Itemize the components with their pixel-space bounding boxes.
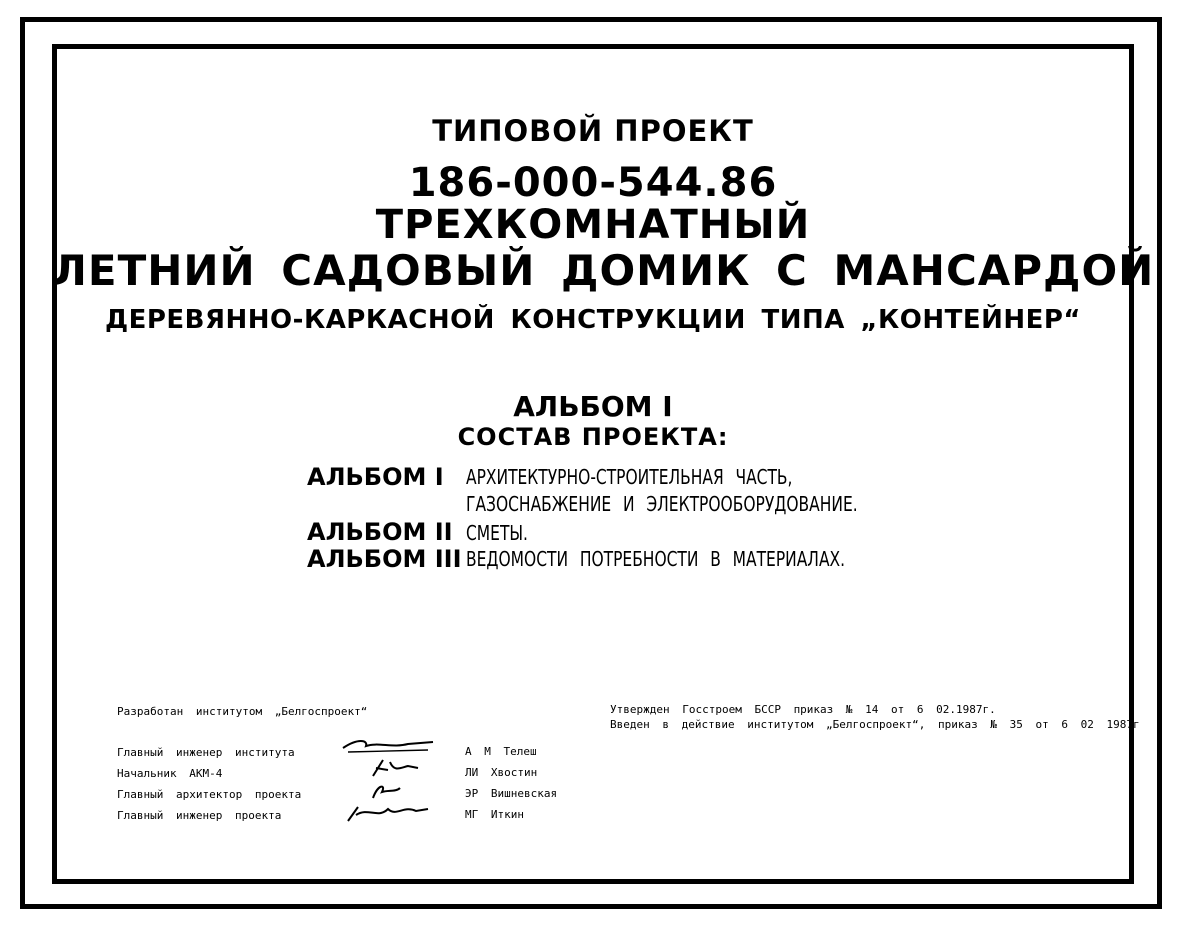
staff-position: Главный архитектор проекта — [117, 788, 302, 801]
project-type: ТИПОВОЙ ПРОЕКТ — [432, 114, 754, 148]
signature-khvostin — [338, 758, 438, 778]
album-heading: АЛЬБОМ I — [513, 390, 673, 423]
staff-name: ЭР Вишневская — [465, 787, 558, 800]
album-3-label: АЛЬБОМ III — [307, 545, 462, 573]
signature-vishnevskaya — [338, 780, 438, 800]
staff-position: Начальник АКМ-4 — [117, 767, 223, 780]
album-1-description-line2: ГАЗОСНАБЖЕНИЕ И ЭЛЕКТРООБОРУДОВАНИЕ. — [466, 492, 858, 516]
signature-itkin — [338, 803, 438, 823]
staff-name: А М Телеш — [465, 745, 537, 758]
album-2-description: СМЕТЫ. — [466, 521, 528, 545]
staff-name: ЛИ Хвостин — [465, 766, 538, 779]
project-name-line1: ТРЕХКОМНАТНЫЙ — [375, 202, 811, 248]
introduced-note: Введен в действие институтом „Белгоспроект“, приказ № 35 от 6 02 1987г — [610, 718, 1140, 731]
album-3-description: ВЕДОМОСТИ ПОТРЕБНОСТИ В МАТЕРИАЛАХ. — [466, 547, 846, 571]
album-1-label: АЛЬБОМ I — [307, 463, 444, 491]
composition-heading: СОСТАВ ПРОЕКТА: — [457, 423, 729, 451]
staff-position: Главный инженер проекта — [117, 809, 282, 822]
project-name-line3: ДЕРЕВЯННО-КАРКАСНОЙ КОНСТРУКЦИИ ТИПА „КОНТЕЙНЕР“ — [104, 305, 1082, 335]
project-number: 186-000-544.86 — [408, 160, 778, 206]
album-2-label: АЛЬБОМ II — [307, 518, 453, 546]
album-1-description-line1: АРХИТЕКТУРНО-СТРОИТЕЛЬНАЯ ЧАСТЬ, — [466, 465, 793, 489]
signature-telesh — [338, 736, 438, 756]
staff-position: Главный инженер института — [117, 746, 295, 759]
developed-by: Разработан институтом „Белгоспроект“ — [117, 705, 368, 718]
approved-note: Утвержден Госстроем БССР приказ № 14 от 6 02.1987г. — [610, 703, 996, 716]
staff-name: МГ Иткин — [465, 808, 524, 821]
project-name-line2: ЛЕТНИЙ САДОВЫЙ ДОМИК С МАНСАРДОЙ — [52, 246, 1155, 295]
